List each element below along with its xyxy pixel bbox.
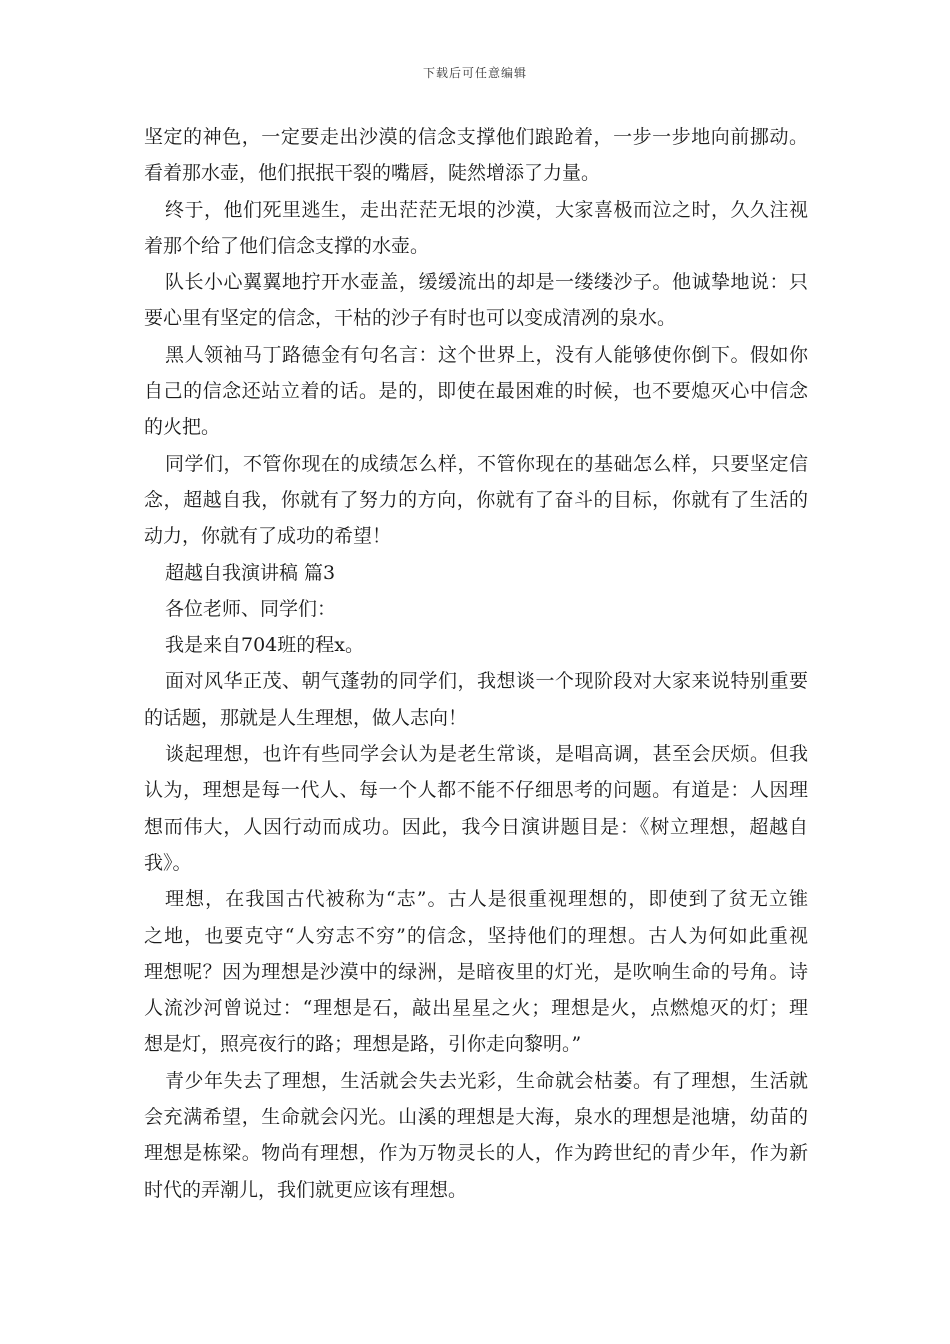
page-header: 下载后可任意编辑	[422, 66, 527, 80]
section-heading: 超越自我演讲稿 篇3	[165, 561, 336, 584]
text-line: 面对风华正茂、朝气蓬勃的同学们，我想谈一个现阶段对大家来说特别重要	[165, 670, 808, 693]
text-line: 终于，他们死里逃生，走出茫茫无垠的沙漠，大家喜极而泣之时，久久注视	[165, 198, 808, 221]
document-body	[144, 119, 808, 1208]
text-line: 人流沙河曾说过：“理想是石，敲出星星之火；理想是火，点燃熄灭的灯；理	[144, 997, 808, 1020]
text-line: 我是来自704班的程x。	[165, 634, 364, 657]
text-line: 动力，你就有了成功的希望！	[144, 525, 392, 548]
text-line: 队长小心翼翼地拧开水壶盖，缓缓流出的却是一缕缕沙子。他诚挚地说：只	[165, 271, 808, 294]
text-line: 想是灯，照亮夜行的路；理想是路，引你走向黎明。”	[144, 1033, 582, 1056]
text-line: 我》。	[144, 851, 192, 874]
text-line: 着那个给了他们信念支撑的水壶。	[144, 234, 430, 257]
text-line: 的火把。	[144, 416, 221, 439]
text-line: 要心里有坚定的信念，干枯的沙子有时也可以变成清冽的泉水。	[144, 307, 677, 330]
text-line: 自己的信念还站立着的话。是的，即使在最困难的时候，也不要熄灭心中信念	[144, 380, 808, 403]
text-line: 黑人领袖马丁路德金有句名言：这个世界上，没有人能够使你倒下。假如你	[165, 343, 808, 366]
text-line: 谈起理想，也许有些同学会认为是老生常谈，是唱高调，甚至会厌烦。但我	[165, 743, 808, 766]
text-line: 理想，在我国古代被称为“志”。古人是很重视理想的，即使到了贫无立锥	[165, 888, 808, 911]
text-line: 理想呢？因为理想是沙漠中的绿洲，是暗夜里的灯光，是吹响生命的号角。诗	[144, 960, 808, 983]
text-line: 各位老师、同学们：	[165, 597, 337, 620]
text-line: 同学们，不管你现在的成绩怎么样，不管你现在的基础怎么样，只要坚定信	[165, 452, 808, 475]
text-line: 会充满希望，生命就会闪光。山溪的理想是大海，泉水的理想是池塘，幼苗的	[144, 1106, 808, 1129]
text-line: 坚定的神色，一定要走出沙漠的信念支撑他们踉跄着，一步一步地向前挪动。	[144, 126, 808, 148]
text-line: 之地，也要克守“人穷志不穷”的信念，坚持他们的理想。古人为何如此重视	[144, 924, 808, 947]
text-line: 的话题，那就是人生理想，做人志向！	[144, 706, 468, 729]
text-line: 青少年失去了理想，生活就会失去光彩，生命就会枯萎。有了理想，生活就	[165, 1069, 808, 1092]
text-line: 理想是栋梁。物尚有理想，作为万物灵长的人，作为跨世纪的青少年，作为新	[144, 1142, 808, 1165]
text-line: 看着那水壶，他们抿抿干裂的嘴唇，陡然增添了力量。	[144, 162, 601, 185]
text-line: 想而伟大，人因行动而成功。因此，我今日演讲题目是：《树立理想，超越自	[144, 815, 808, 838]
text-line: 念，超越自我，你就有了努力的方向，你就有了奋斗的目标，你就有了生活的	[144, 488, 808, 511]
text-line: 时代的弄潮儿，我们就更应该有理想。	[144, 1178, 468, 1201]
text-line: 认为，理想是每一代人、每一个人都不能不仔细思考的问题。有道是：人因理	[144, 779, 808, 802]
